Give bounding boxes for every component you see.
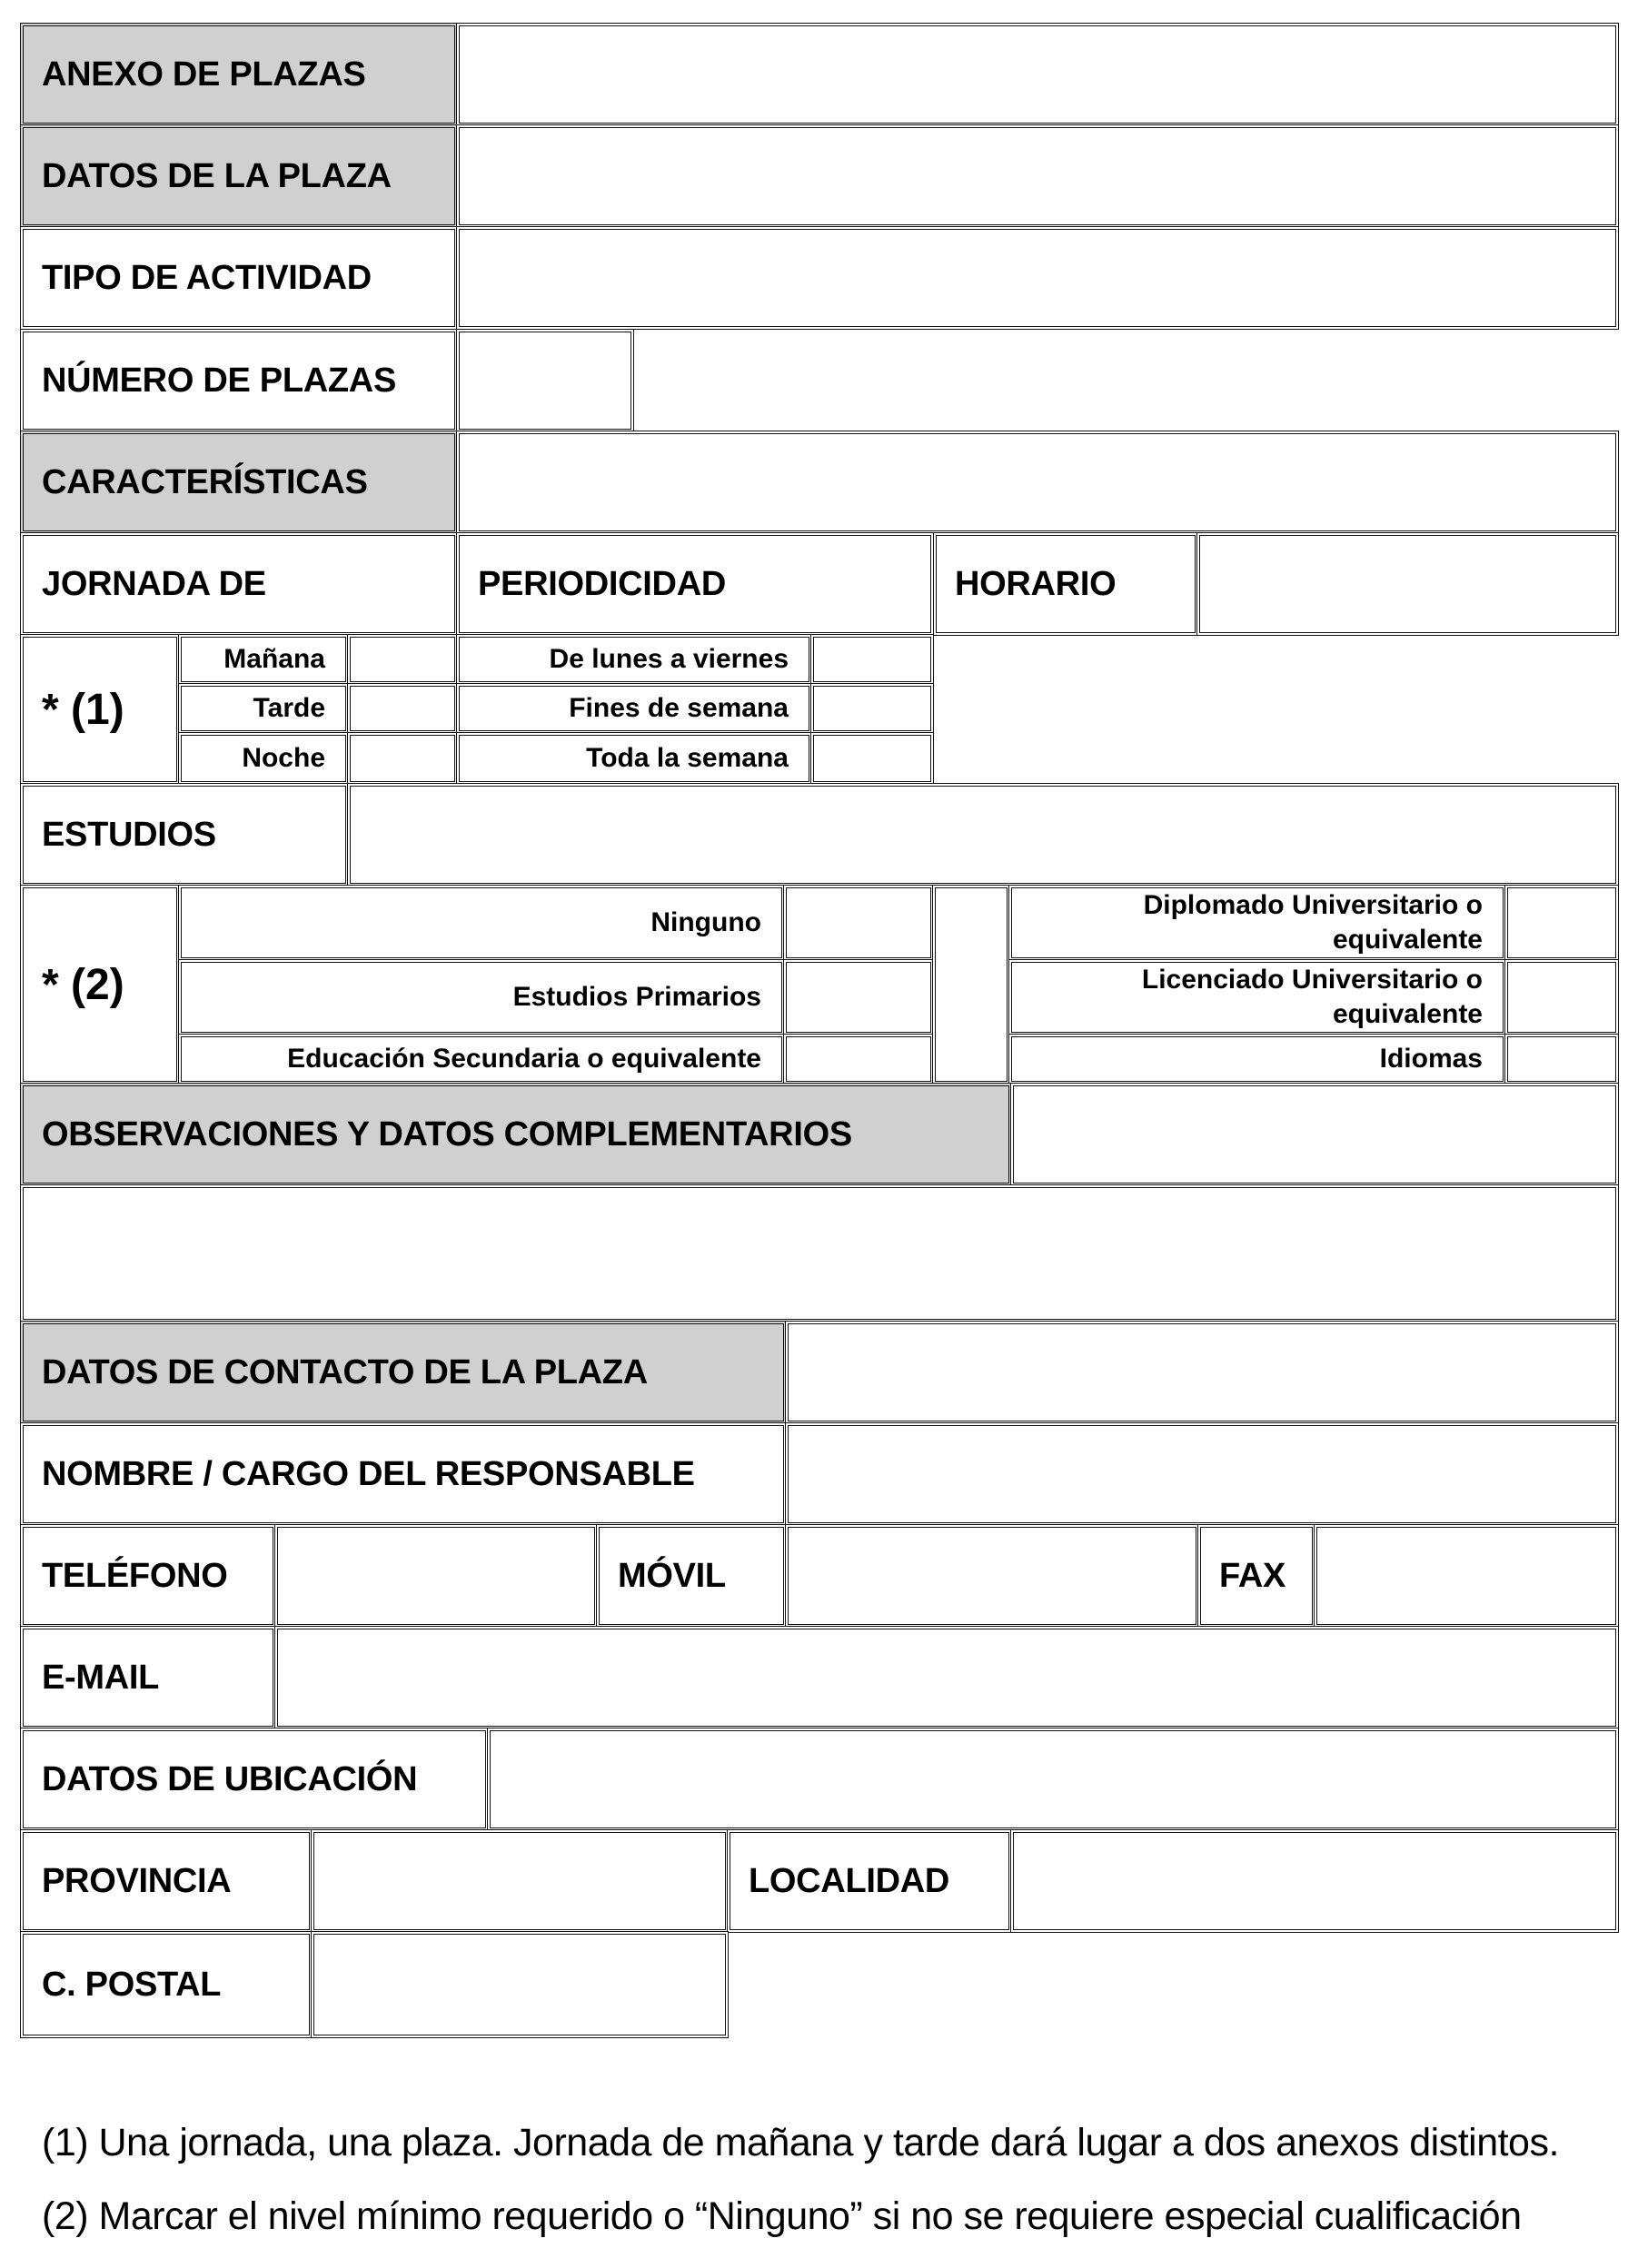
anexo-field[interactable] bbox=[456, 23, 1619, 126]
jornada-de-label: JORNADA DE bbox=[42, 564, 266, 603]
estudios-label: ESTUDIOS bbox=[42, 815, 216, 854]
provincia-label: PROVINCIA bbox=[42, 1861, 232, 1900]
horario-label: HORARIO bbox=[955, 564, 1117, 603]
tarde-checkbox[interactable] bbox=[347, 683, 458, 734]
localidad-cell bbox=[727, 1829, 1012, 1933]
periodicidad-cell bbox=[456, 532, 934, 636]
email-field[interactable] bbox=[274, 1626, 1619, 1729]
jornada-option-label: Mañana bbox=[178, 634, 349, 685]
nombre-cargo-field[interactable] bbox=[785, 1422, 1619, 1526]
licenciado-checkbox[interactable] bbox=[1504, 959, 1619, 1035]
provincia-field[interactable] bbox=[311, 1829, 729, 1933]
observaciones-side-field[interactable] bbox=[1010, 1083, 1619, 1186]
email-cell bbox=[20, 1626, 276, 1729]
c-postal-label: C. POSTAL bbox=[42, 1965, 222, 2004]
jornada-option-label: Noche bbox=[178, 732, 349, 785]
jornada-de-cell bbox=[20, 532, 458, 636]
datos-contacto-label: DATOS DE CONTACTO DE LA PLAZA bbox=[42, 1352, 648, 1392]
footnote-2: (2) Marcar el nivel mínimo requerido o “Ninguno” si no se requiere especial cualificación bbox=[42, 2194, 1522, 2238]
localidad-field[interactable] bbox=[1010, 1829, 1619, 1933]
estudios-option-label: Licenciado Universitario o equivalente bbox=[1008, 959, 1506, 1035]
idiomas-checkbox[interactable] bbox=[1504, 1034, 1619, 1084]
numero-plazas-field[interactable] bbox=[456, 329, 634, 432]
horario-cell bbox=[933, 532, 1198, 636]
tipo-actividad-cell bbox=[20, 226, 458, 330]
fax-cell bbox=[1197, 1524, 1315, 1628]
numero-plazas-label: NÚMERO DE PLAZAS bbox=[42, 361, 396, 400]
periodicidad-option-label: Toda la semana bbox=[456, 732, 812, 785]
datos-ubicacion-label: DATOS DE UBICACIÓN bbox=[42, 1759, 418, 1798]
ref2-cell bbox=[20, 885, 180, 1084]
jornada-option-label: Tarde bbox=[178, 683, 349, 734]
datos-contacto-field[interactable] bbox=[785, 1321, 1619, 1424]
periodicidad-option-label: Fines de semana bbox=[456, 683, 812, 734]
toda-semana-checkbox[interactable] bbox=[810, 732, 934, 785]
ref1-label: * (1) bbox=[42, 685, 124, 734]
fines-semana-checkbox[interactable] bbox=[810, 683, 934, 734]
estudios-option-label: Ninguno bbox=[178, 885, 785, 961]
observaciones-textarea[interactable] bbox=[20, 1184, 1619, 1322]
diplomado-checkbox[interactable] bbox=[1504, 885, 1619, 961]
estudios-field[interactable] bbox=[347, 783, 1619, 886]
primarios-checkbox[interactable] bbox=[783, 959, 934, 1035]
observaciones-cell bbox=[20, 1083, 1012, 1186]
estudios-option-label: Diplomado Universitario o equivalente bbox=[1008, 885, 1506, 961]
lunes-viernes-checkbox[interactable] bbox=[810, 634, 934, 685]
periodicidad-label: PERIODICIDAD bbox=[478, 564, 726, 603]
estudios-option-label: Idiomas bbox=[1008, 1034, 1506, 1084]
movil-label: MÓVIL bbox=[618, 1556, 726, 1595]
datos-ubicacion-field[interactable] bbox=[487, 1728, 1619, 1831]
ref1-cell bbox=[20, 634, 180, 785]
c-postal-field[interactable] bbox=[311, 1931, 729, 2038]
footnote-1: (1) Una jornada, una plaza. Jornada de mañana y tarde dará lugar a dos anexos distintos. bbox=[42, 2121, 1559, 2164]
telefono-cell bbox=[20, 1524, 276, 1628]
nombre-cargo-label: NOMBRE / CARGO DEL RESPONSABLE bbox=[42, 1454, 695, 1493]
periodicidad-option-label: De lunes a viernes bbox=[456, 634, 812, 685]
secundaria-checkbox[interactable] bbox=[783, 1034, 934, 1084]
nombre-cargo-cell bbox=[20, 1422, 787, 1526]
manana-checkbox[interactable] bbox=[347, 634, 458, 685]
telefono-field[interactable] bbox=[274, 1524, 598, 1628]
ref2-label: * (2) bbox=[42, 960, 124, 1009]
ninguno-checkbox[interactable] bbox=[783, 885, 934, 961]
datos-plaza-label: DATOS DE LA PLAZA bbox=[42, 156, 392, 195]
estudios-option-label: Estudios Primarios bbox=[178, 959, 785, 1035]
fax-field[interactable] bbox=[1314, 1524, 1619, 1628]
estudios-spacer bbox=[932, 885, 1010, 1084]
tipo-actividad-label: TIPO DE ACTIVIDAD bbox=[42, 258, 372, 297]
tipo-actividad-field[interactable] bbox=[456, 226, 1619, 330]
email-label: E-MAIL bbox=[42, 1658, 160, 1697]
noche-checkbox[interactable] bbox=[347, 732, 458, 785]
footnotes bbox=[42, 2121, 1604, 2268]
anexo-title: ANEXO DE PLAZAS bbox=[42, 54, 366, 94]
movil-cell bbox=[596, 1524, 787, 1628]
telefono-label: TELÉFONO bbox=[42, 1556, 228, 1595]
datos-plaza-field[interactable] bbox=[456, 124, 1619, 228]
numero-plazas-cell bbox=[20, 329, 458, 432]
caracteristicas-field[interactable] bbox=[456, 431, 1619, 534]
estudios-cell bbox=[20, 783, 349, 886]
caracteristicas-label: CARACTERÍSTICAS bbox=[42, 462, 368, 501]
datos-plaza-cell bbox=[20, 124, 458, 228]
datos-ubicacion-cell bbox=[20, 1728, 489, 1831]
anexo-title-cell bbox=[20, 23, 458, 126]
localidad-label: LOCALIDAD bbox=[749, 1861, 950, 1900]
horario-field[interactable] bbox=[1196, 532, 1619, 636]
estudios-option-label: Educación Secundaria o equivalente bbox=[178, 1034, 785, 1084]
datos-contacto-cell bbox=[20, 1321, 787, 1424]
fax-label: FAX bbox=[1219, 1556, 1286, 1595]
movil-field[interactable] bbox=[785, 1524, 1199, 1628]
provincia-cell bbox=[20, 1829, 313, 1933]
observaciones-label: OBSERVACIONES Y DATOS COMPLEMENTARIOS bbox=[42, 1114, 852, 1154]
c-postal-cell bbox=[20, 1931, 313, 2038]
caracteristicas-cell bbox=[20, 431, 458, 534]
